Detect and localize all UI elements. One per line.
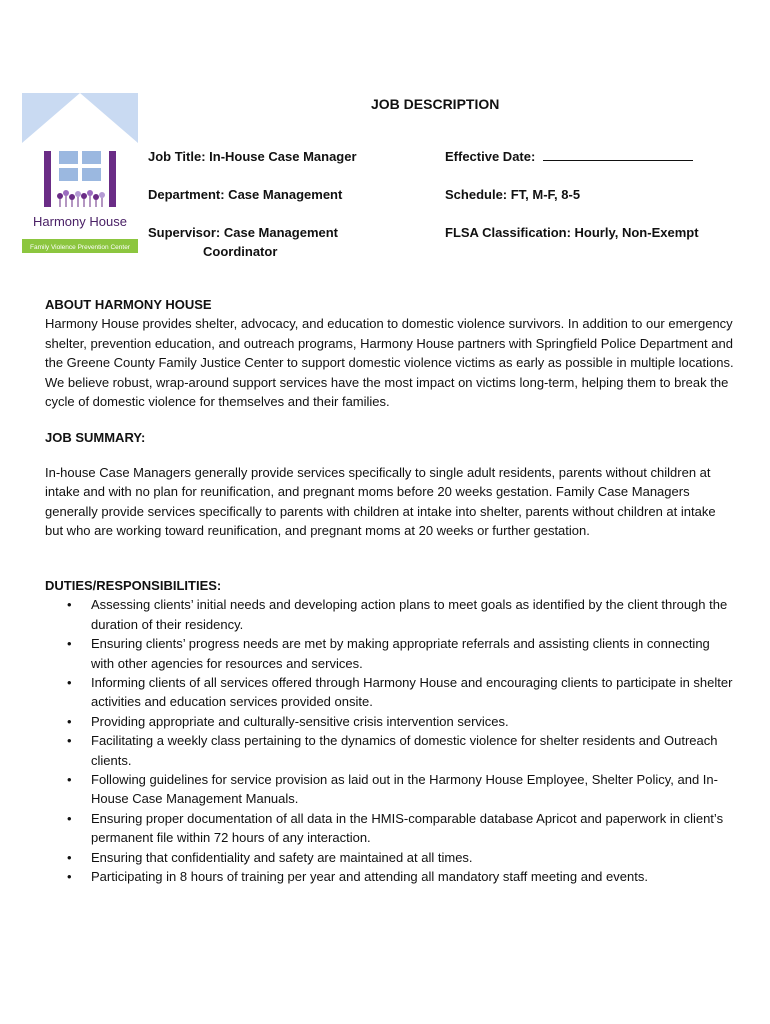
logo-tagline: Family Violence Prevention Center	[30, 244, 130, 251]
list-item: • Ensuring proper documentation of all data in the HMIS-comparable database Apricot and paperwork in client’s permanent file within 72 hours of any interaction.	[91, 809, 735, 848]
effective-date-blank	[543, 148, 693, 161]
job-title-field: Job Title: In-House Case Manager	[148, 149, 357, 164]
duties-list	[45, 595, 735, 886]
summary-heading-text: JOB SUMMARY:	[45, 430, 146, 445]
department-field: Department: Case Management	[148, 187, 343, 202]
duties-heading: DUTIES/RESPONSIBILITIES:	[45, 578, 222, 593]
summary-section	[45, 463, 735, 541]
supervisor-line-2: Coordinator	[203, 244, 278, 259]
duties-section	[45, 576, 735, 887]
list-item: • Providing appropriate and culturally-sensitive crisis intervention services.	[91, 712, 735, 731]
list-item: • Informing clients of all services offered through Harmony House and encouraging clients to participate in shelter activities and education services provided onsite.	[91, 673, 735, 712]
summary-heading	[45, 428, 735, 447]
schedule-field: Schedule: FT, M-F, 8-5	[445, 187, 581, 202]
flsa-field: FLSA Classification: Hourly, Non-Exempt	[445, 225, 699, 240]
about-heading: ABOUT HARMONY HOUSE	[45, 297, 212, 312]
supervisor-line-1: Supervisor: Case Management	[148, 225, 339, 240]
about-text: Harmony House provides shelter, advocacy, and education to domestic violence survivors. In addition to our emergency shelter, prevention education, and outreach programs, Harmony House partners with Springfield Police Department and the Greene County Family Justice Center to support domestic violence victims as early as possible in multiple locations. We believe robust, wrap-around support services have the most impact on victims long-term, helping them to break the cycle of domestic violence for themselves and their families.	[45, 316, 734, 410]
list-item: • Participating in 8 hours of training per year and attending all mandatory staff meeting and events.	[91, 867, 735, 886]
effective-date-field	[445, 147, 693, 166]
list-item: • Assessing clients’ initial needs and developing action plans to meet goals as identified by the client through the duration of their residency.	[91, 595, 735, 634]
effective-date-label: Effective Date:	[445, 149, 536, 164]
harmony-house-logo	[22, 93, 138, 259]
page-title: JOB DESCRIPTION	[371, 96, 500, 112]
list-item: • Following guidelines for service provision as laid out in the Harmony House Employee, Shelter Policy, and In-House Case Management Manuals.	[91, 770, 735, 809]
list-item: • Ensuring that confidentiality and safety are maintained at all times.	[91, 848, 735, 867]
summary-text: In-house Case Managers generally provide services specifically to single adult residents, parents without children at intake and with no plan for reunification, and pregnant moms before 20 weeks gestation. Family Case Managers generally provide services specifically to parents with children at intake into shelter, parents without children at intake but who are working toward reunification, and pregnant moms at 20 weeks or further gestation.	[45, 465, 716, 539]
list-item: • Facilitating a weekly class pertaining to the dynamics of domestic violence for shelter residents and Outreach clients.	[91, 731, 735, 770]
house-logo-icon	[22, 93, 138, 259]
logo-name: Harmony House	[33, 214, 127, 229]
supervisor-field	[148, 223, 338, 261]
about-section	[45, 295, 735, 411]
list-item: • Ensuring clients’ progress needs are met by making appropriate referrals and assisting clients in connecting with other agencies for resources and services.	[91, 634, 735, 673]
